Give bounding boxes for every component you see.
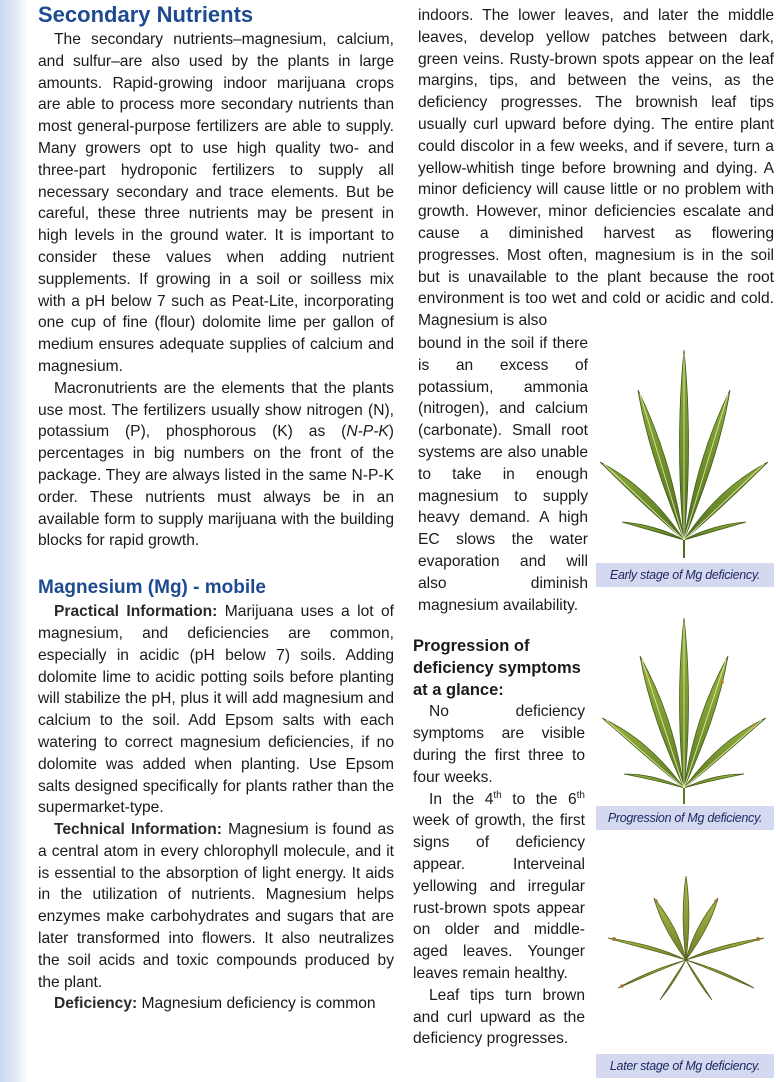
- superscript-th-2: th: [576, 789, 585, 801]
- left-column: [38, 0, 394, 1015]
- progression-sidebar: [413, 636, 585, 1050]
- section-heading-secondary-nutrients: Secondary Nutrients: [38, 2, 254, 27]
- paragraph-deficiency: [38, 993, 394, 1015]
- progression-p2-in: In the 4: [429, 790, 494, 808]
- section-heading-magnesium: Magnesium (Mg) - mobile: [38, 577, 266, 599]
- deficiency-text: Magnesium deficiency is common: [137, 995, 376, 1013]
- figure-caption-early: Early stage of Mg deficiency.: [596, 563, 774, 587]
- cannabis-leaf-later-icon: [594, 868, 774, 1008]
- paragraph-secondary-intro: The secondary nutrients–magnesium, calcium, and sulfur–are also used by the plants in large amounts. Rapid-growing indoor marijuana crops are able to process more secondary nutrients than most general-purpose fertilizers are able to supply. Many growers opt to use high quality two- and three-part hydroponic fertilizers to supply all necessary secondary and trace elements. But be careful, these three nutrients may be present in high levels in the ground water. It is important to consider these values when adding nutrient supplements. If growing in a soil or soilless mix with a pH below 7 such as Peat-Lite, incorporating one cup of fine (flour) dolomite lime per gallon of medium ensures adequate supplies of calcium and magnesium.: [38, 31, 394, 375]
- cannabis-leaf-early-icon: [594, 340, 774, 560]
- figure-caption-progression: Progression of Mg deficiency.: [596, 806, 774, 830]
- macronutrients-text-a: Macronutrients are the elements that the plants use most. The fertilizers usually show nitrogen (N), potassium (P), phosphorous (K) as (: [38, 379, 394, 441]
- technical-text: Magnesium is found as a central atom in every chlorophyll molecule, and it is essential to the absorption of light energy. It aids in the utilization of nutrients. Magnesium helps enzymes make carbohydrates and sugars that are later transformed into flowers. It also neutralizes the soil acids and toxic compounds produced by the plant.: [38, 821, 394, 991]
- deficiency-label: Deficiency:: [54, 995, 138, 1013]
- paragraph-macronutrients: [38, 378, 394, 552]
- progression-paragraph-3: Leaf tips turn brown and curl upward as the deficiency progresses.: [413, 986, 585, 1048]
- practical-text: Marijuana uses a lot of magnesium, and deficiencies are common, especially in acidic (pH below 7) soils. Adding dolomite lime to acidic potting soils before planting will stabilize the pH, plus it will add magnesium and calcium to the soil. Add Epsom salts with each watering to correct magnesium deficiencies, if no dolomite was added when planting. Use Epsom salts designed specifically for plants rather than the supermarket-type.: [38, 603, 394, 817]
- progression-paragraph-2: [413, 789, 585, 985]
- progression-title: Progression of deficiency symptoms at a glance:: [413, 637, 581, 699]
- paragraph-bound-in-soil: bound in the soil if there is an excess of potassium, ammonia (nitrogen), and calcium (carbonate). Small root systems are also unable to take in enough magnesium to supply heavy demand. A high EC slows the water evaporation and will also diminish magnesium availability.: [418, 335, 588, 614]
- figure-caption-later: Later stage of Mg deficiency.: [596, 1054, 774, 1078]
- cannabis-leaf-progression-icon: [594, 612, 774, 804]
- practical-label: Practical Information:: [54, 603, 218, 621]
- macronutrients-text-b: ) percentages in big numbers on the front of the package. They are always listed in the same N-P-K order. These nutrients must always be in an available form to supply marijuana with the building blocks for rapid growth.: [38, 423, 394, 550]
- paragraph-deficiency-continued: indoors. The lower leaves, and later the middle leaves, develop yellow patches between dark, green veins. Rusty-brown spots appear on the leaf margins, tips, and between the veins, as the deficiency progresses. The brownish leaf tips usually curl upward before dying. The entire plant could discolor in a few weeks, and if severe, turn a yellow-whitish tinge before browning and dying. A minor deficiency will cause little or no problem with growth. However, minor deficiencies escalate and cause a diminished harvest as flowering progresses. Most often, magnesium is in the soil but is unavailable to the plant because the root environment is too wet and cold or acidic and cold. Magnesium is also: [418, 7, 774, 330]
- paragraph-technical-information: [38, 819, 394, 993]
- npk-italic: N-P-K: [346, 423, 389, 441]
- progression-paragraph-1: No deficiency symptoms are visible during the first three to four weeks.: [413, 703, 585, 786]
- progression-p2-rest: week of growth, the first signs of deficiency appear. Interveinal yellowing and irregular rust-brown spots appear on older and middle-aged leaves. Younger leaves remain healthy.: [413, 812, 585, 982]
- progression-p2-to: to the 6: [501, 790, 577, 808]
- page-edge-tint: [0, 0, 28, 1082]
- paragraph-practical-information: [38, 601, 394, 819]
- superscript-th-1: th: [493, 789, 502, 801]
- technical-label: Technical Information:: [54, 821, 222, 839]
